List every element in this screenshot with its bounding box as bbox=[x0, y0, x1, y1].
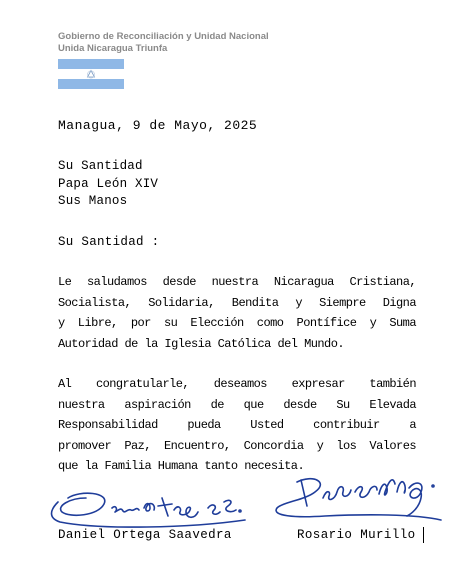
paragraph-line: Al congratularle, deseamos expresar también bbox=[58, 377, 416, 391]
paragraph-line: y Libre, por su Elección como Pontífice y Suma bbox=[58, 316, 416, 330]
signer-name: Rosario Murillo bbox=[297, 528, 416, 542]
org-name: Gobierno de Reconciliación y Unidad Nacional bbox=[58, 31, 269, 42]
recipient-line: Sus Manos bbox=[58, 194, 128, 208]
salutation: Su Santidad : bbox=[58, 235, 160, 249]
body-paragraph-1 bbox=[58, 272, 416, 354]
paragraph-line: Socialista, Solidaria, Bendita y Siempre Digna bbox=[58, 295, 416, 310]
recipient-line: Su Santidad bbox=[58, 159, 143, 173]
recipient-line: Papa León XIV bbox=[58, 177, 159, 191]
text-cursor bbox=[423, 527, 424, 543]
paragraph-line: nuestra aspiración de que desde Su Elevada bbox=[58, 397, 416, 412]
signer-name: Daniel Ortega Saavedra bbox=[58, 528, 232, 542]
paragraph-line: Autoridad de la Iglesia Católica del Mundo. bbox=[58, 336, 345, 351]
signature-daniel-ortega bbox=[40, 484, 255, 534]
paragraph-line: promover Paz, Encuentro, Concordia y los Valores bbox=[58, 438, 416, 453]
signature-rosario-murillo bbox=[265, 468, 445, 530]
org-slogan: Unida Nicaragua Triunfa bbox=[58, 43, 168, 54]
nicaragua-flag-icon bbox=[58, 59, 124, 89]
letter-date: Managua, 9 de Mayo, 2025 bbox=[58, 118, 258, 133]
paragraph-line: Responsabilidad pueda Usted contribuir a bbox=[58, 418, 416, 432]
body-paragraph-2 bbox=[58, 374, 416, 477]
paragraph-line: Le saludamos desde nuestra Nicaragua Cristiana, bbox=[58, 275, 416, 289]
paragraph-line: que la Familia Humana tanto necesita. bbox=[58, 459, 305, 473]
